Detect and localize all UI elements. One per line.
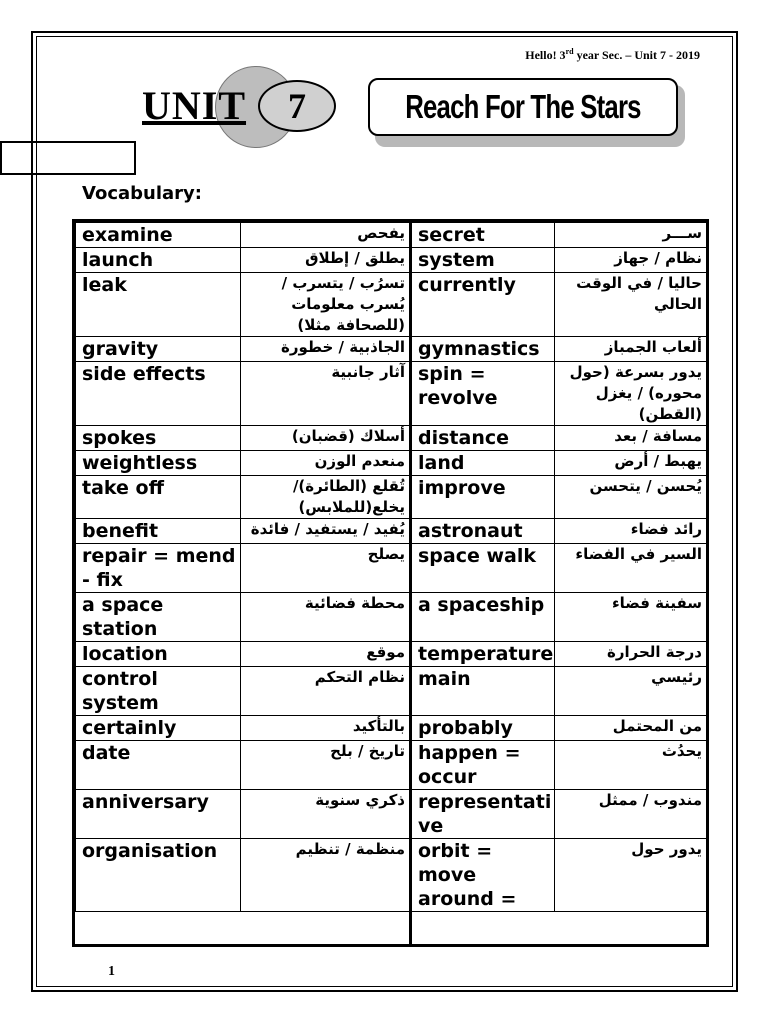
left-arabic-meaning: محطة فضائية [241,593,410,642]
right-english-term: representati ve [410,790,555,839]
right-arabic-meaning: يهبط / أرض [555,451,707,476]
left-arabic-meaning: موقع [241,642,410,667]
right-arabic-meaning: رئيسي [555,667,707,716]
page-number: 1 [108,964,115,979]
left-arabic-meaning: آثار جانبية [241,362,410,426]
table-row [76,451,707,476]
left-english-term: location [76,642,241,667]
left-english-term: examine [76,223,241,248]
table-row [76,741,707,790]
left-arabic-meaning: تاريخ / بلح [241,741,410,790]
table-row [76,544,707,593]
right-arabic-meaning: رائد فضاء [555,519,707,544]
left-arabic-meaning: منظمة / تنظيم [241,839,410,912]
table-row [76,362,707,426]
left-arabic-meaning: أسلاك (قضبان) [241,426,410,451]
table-row [76,667,707,716]
right-english-term: astronaut [410,519,555,544]
left-english-term: certainly [76,716,241,741]
right-english-term: improve [410,476,555,519]
left-english-term: benefit [76,519,241,544]
right-arabic-meaning: يُحسن / يتحسن [555,476,707,519]
left-english-term: spokes [76,426,241,451]
right-arabic-meaning: سفينة فضاء [555,593,707,642]
left-english-term: date [76,741,241,790]
right-arabic-meaning: من المحتمل [555,716,707,741]
left-arabic-meaning: منعدم الوزن [241,451,410,476]
right-arabic-meaning: درجة الحرارة [555,642,707,667]
right-english-term: system [410,248,555,273]
table-row [76,337,707,362]
unit-title: Reach For The Stars [405,88,641,125]
empty-box [0,141,136,175]
left-english-term: control system [76,667,241,716]
right-english-term: temperature [410,642,555,667]
table-row [76,248,707,273]
unit-title-box [368,78,678,136]
table-row [76,716,707,741]
right-english-term: distance [410,426,555,451]
left-english-term: launch [76,248,241,273]
right-english-term: spin = revolve [410,362,555,426]
left-arabic-meaning: الجاذبية / خطورة [241,337,410,362]
vocabulary-table [72,219,709,947]
left-arabic-meaning: يطلق / إطلاق [241,248,410,273]
table-row [76,519,707,544]
left-arabic-meaning: بالتأكيد [241,716,410,741]
left-arabic-meaning: يصلح [241,544,410,593]
left-english-term: side effects [76,362,241,426]
right-english-term: secret [410,223,555,248]
right-arabic-meaning: ألعاب الجمباز [555,337,707,362]
table-row [76,642,707,667]
right-arabic-meaning: يحدُث [555,741,707,790]
section-title: Vocabulary: [82,183,202,204]
right-english-term: land [410,451,555,476]
left-english-term: take off [76,476,241,519]
right-arabic-meaning: ســـر [555,223,707,248]
right-arabic-meaning: مندوب / ممثل [555,790,707,839]
table-row [76,593,707,642]
left-arabic-meaning: يفحص [241,223,410,248]
right-arabic-meaning: حاليا / في الوقت الحالي [555,273,707,337]
header-note: Hello! 3rd year Sec. – Unit 7 - 2019 [525,47,700,62]
right-english-term: orbit = move around = [410,839,555,912]
table-row [76,426,707,451]
right-english-term: space walk [410,544,555,593]
table-row [76,273,707,337]
left-arabic-meaning: تُقلع (الطائرة)/ يخلع(للملابس) [241,476,410,519]
left-english-term: a space station [76,593,241,642]
table-row [76,476,707,519]
left-english-term: gravity [76,337,241,362]
right-english-term: gymnastics [410,337,555,362]
left-english-term: leak [76,273,241,337]
table-row [76,790,707,839]
right-english-term: a spaceship [410,593,555,642]
right-arabic-meaning: يدور بسرعة (حول محوره) / يغزل (القطن) [555,362,707,426]
right-english-term: main [410,667,555,716]
unit-label: UNIT [142,83,247,128]
left-arabic-meaning: ذكري سنوية [241,790,410,839]
right-english-term: happen = occur [410,741,555,790]
unit-number: 7 [288,86,306,126]
right-arabic-meaning: السير في الفضاء [555,544,707,593]
unit-number-badge [258,80,336,132]
left-arabic-meaning: نظام التحكم [241,667,410,716]
table-row [76,223,707,248]
right-arabic-meaning: نظام / جهاز [555,248,707,273]
right-english-term: probably [410,716,555,741]
left-arabic-meaning: يُفيد / يستفيد / فائدة [241,519,410,544]
left-english-term: repair = mend - fix [76,544,241,593]
left-english-term: organisation [76,839,241,912]
right-english-term: currently [410,273,555,337]
right-arabic-meaning: مسافة / بعد [555,426,707,451]
left-english-term: anniversary [76,790,241,839]
table-row [76,839,707,912]
left-english-term: weightless [76,451,241,476]
right-arabic-meaning: يدور حول [555,839,707,912]
left-arabic-meaning: تسرُب / يتسرب / يُسرب معلومات (للصحافة مثلا) [241,273,410,337]
